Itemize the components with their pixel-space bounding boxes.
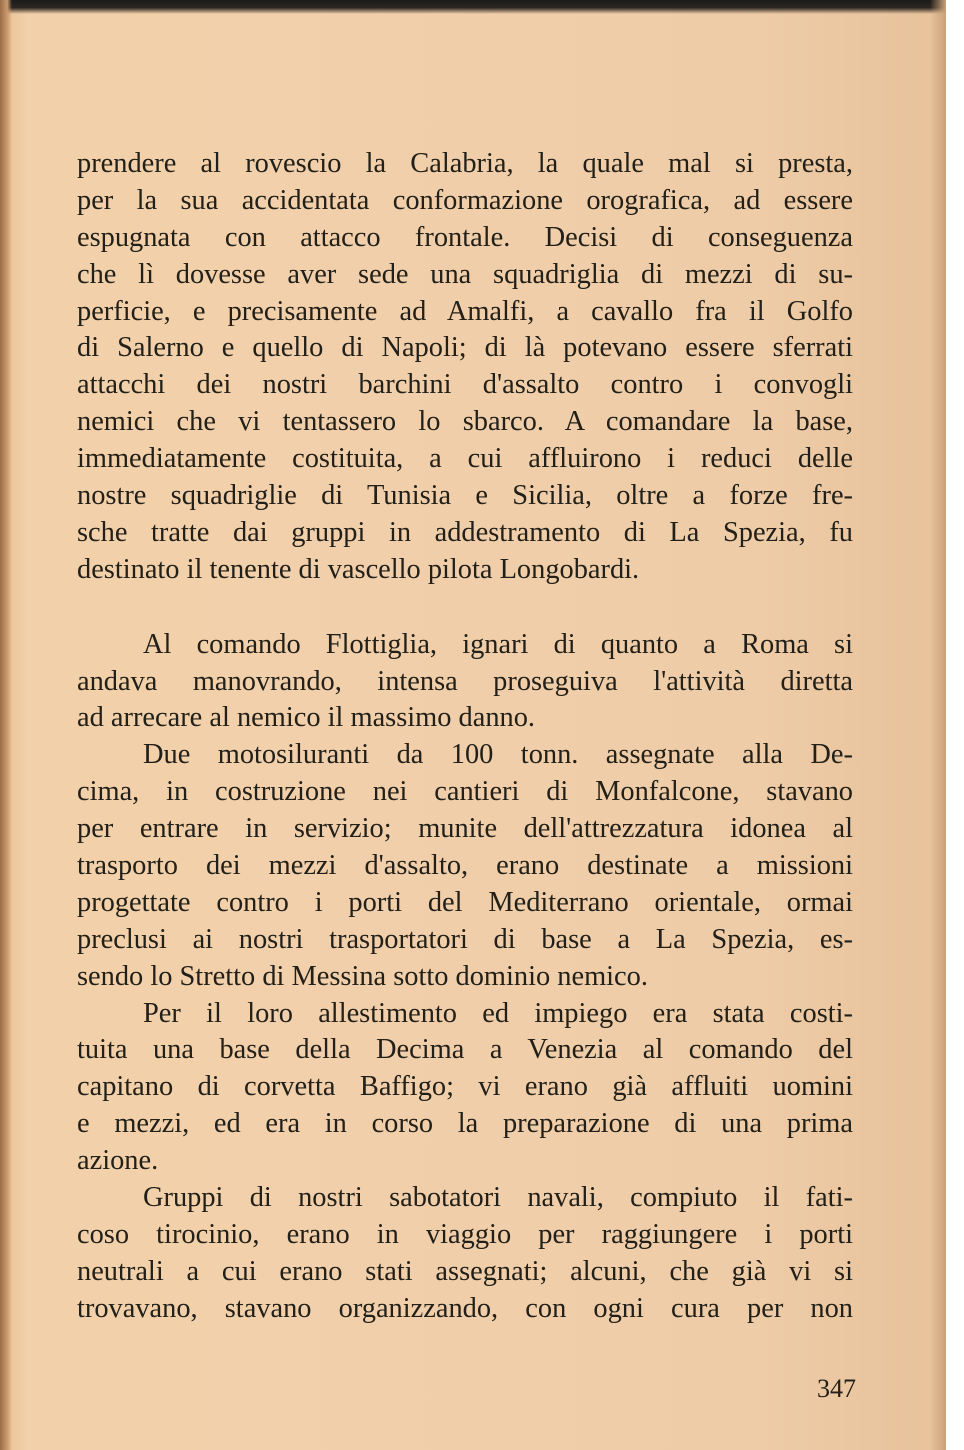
text-line: nemici che vi tentassero lo sbarco. A comandare la base, xyxy=(77,406,853,438)
text-line: per entrare in servizio; munite dell'attrezzatura idonea al xyxy=(77,813,853,845)
text-line: preclusi ai nostri trasportatori di base a La Spezia, es- xyxy=(77,923,853,955)
text-line: azione. xyxy=(77,1145,159,1177)
paragraph-5 xyxy=(77,1180,853,1328)
text-line: sendo lo Stretto di Messina sotto dominio nemico. xyxy=(77,960,648,992)
text-line: espugnata con attacco frontale. Decisi di conseguenza xyxy=(77,221,853,253)
text-line: ad arrecare al nemico il massimo danno. xyxy=(77,702,536,734)
text-line: Al comando Flottiglia, ignari di quanto a Roma si xyxy=(143,628,853,660)
text-line: nostre squadriglie di Tunisia e Sicilia, oltre a forze fre- xyxy=(77,480,853,512)
text-line: andava manovrando, intensa proseguiva l'attività diretta xyxy=(77,665,853,697)
text-line: tuita una base della Decima a Venezia al comando del xyxy=(77,1034,853,1066)
text-line: immediatamente costituita, a cui affluirono i reduci delle xyxy=(77,443,853,475)
text-line: di Salerno e quello di Napoli; di là potevano essere sferrati xyxy=(77,332,853,364)
text-line: sche tratte dai gruppi in addestramento di La Spezia, fu xyxy=(77,516,853,548)
text-line: destinato il tenente di vascello pilota Longobardi. xyxy=(77,553,640,585)
scan-top-edge xyxy=(0,0,946,14)
paragraph-3 xyxy=(77,737,853,995)
text-line: prendere al rovescio la Calabria, la quale mal si presta, xyxy=(77,148,853,179)
text-line: cima, in costruzione nei cantieri di Monfalcone, stavano xyxy=(77,776,853,808)
text-line: perficie, e precisamente ad Amalfi, a cavallo fra il Golfo xyxy=(77,295,853,327)
paragraph-4 xyxy=(77,996,853,1180)
paragraph-2 xyxy=(77,627,853,738)
text-line: neutrali a cui erano stati assegnati; alcuni, che già vi si xyxy=(77,1255,853,1287)
text-line: e mezzi, ed era in corso la preparazione di una prima xyxy=(77,1108,853,1140)
text-line: per la sua accidentata conformazione orografica, ad essere xyxy=(77,184,853,216)
text-line: capitano di corvetta Baffigo; vi erano già affluiti uomini xyxy=(77,1071,853,1103)
scan-right-edge xyxy=(930,0,946,1450)
text-line: trovavano, stavano organizzando, con ogni cura per non xyxy=(77,1292,853,1324)
text-line: Gruppi di nostri sabotatori navali, compiuto il fati- xyxy=(143,1182,853,1214)
text-line: Due motosiluranti da 100 tonn. assegnate alla De- xyxy=(143,739,853,771)
text-line: progettate contro i porti del Mediterrano orientale, ormai xyxy=(77,886,853,918)
paragraph-1 xyxy=(77,146,853,589)
text-line: che lì dovesse aver sede una squadriglia di mezzi di su- xyxy=(77,258,853,290)
text-line: attacchi dei nostri barchini d'assalto contro i convogli xyxy=(77,369,853,401)
body-text xyxy=(77,146,853,1328)
text-line: coso tirocinio, erano in viaggio per raggiungere i porti xyxy=(77,1218,853,1250)
scan-left-edge xyxy=(0,0,12,1450)
text-line: Per il loro allestimento ed impiego era stata costi- xyxy=(143,997,853,1029)
section-break xyxy=(77,589,853,627)
page-number: 347 xyxy=(817,1374,856,1403)
text-line: trasporto dei mezzi d'assalto, erano destinate a missioni xyxy=(77,850,853,882)
